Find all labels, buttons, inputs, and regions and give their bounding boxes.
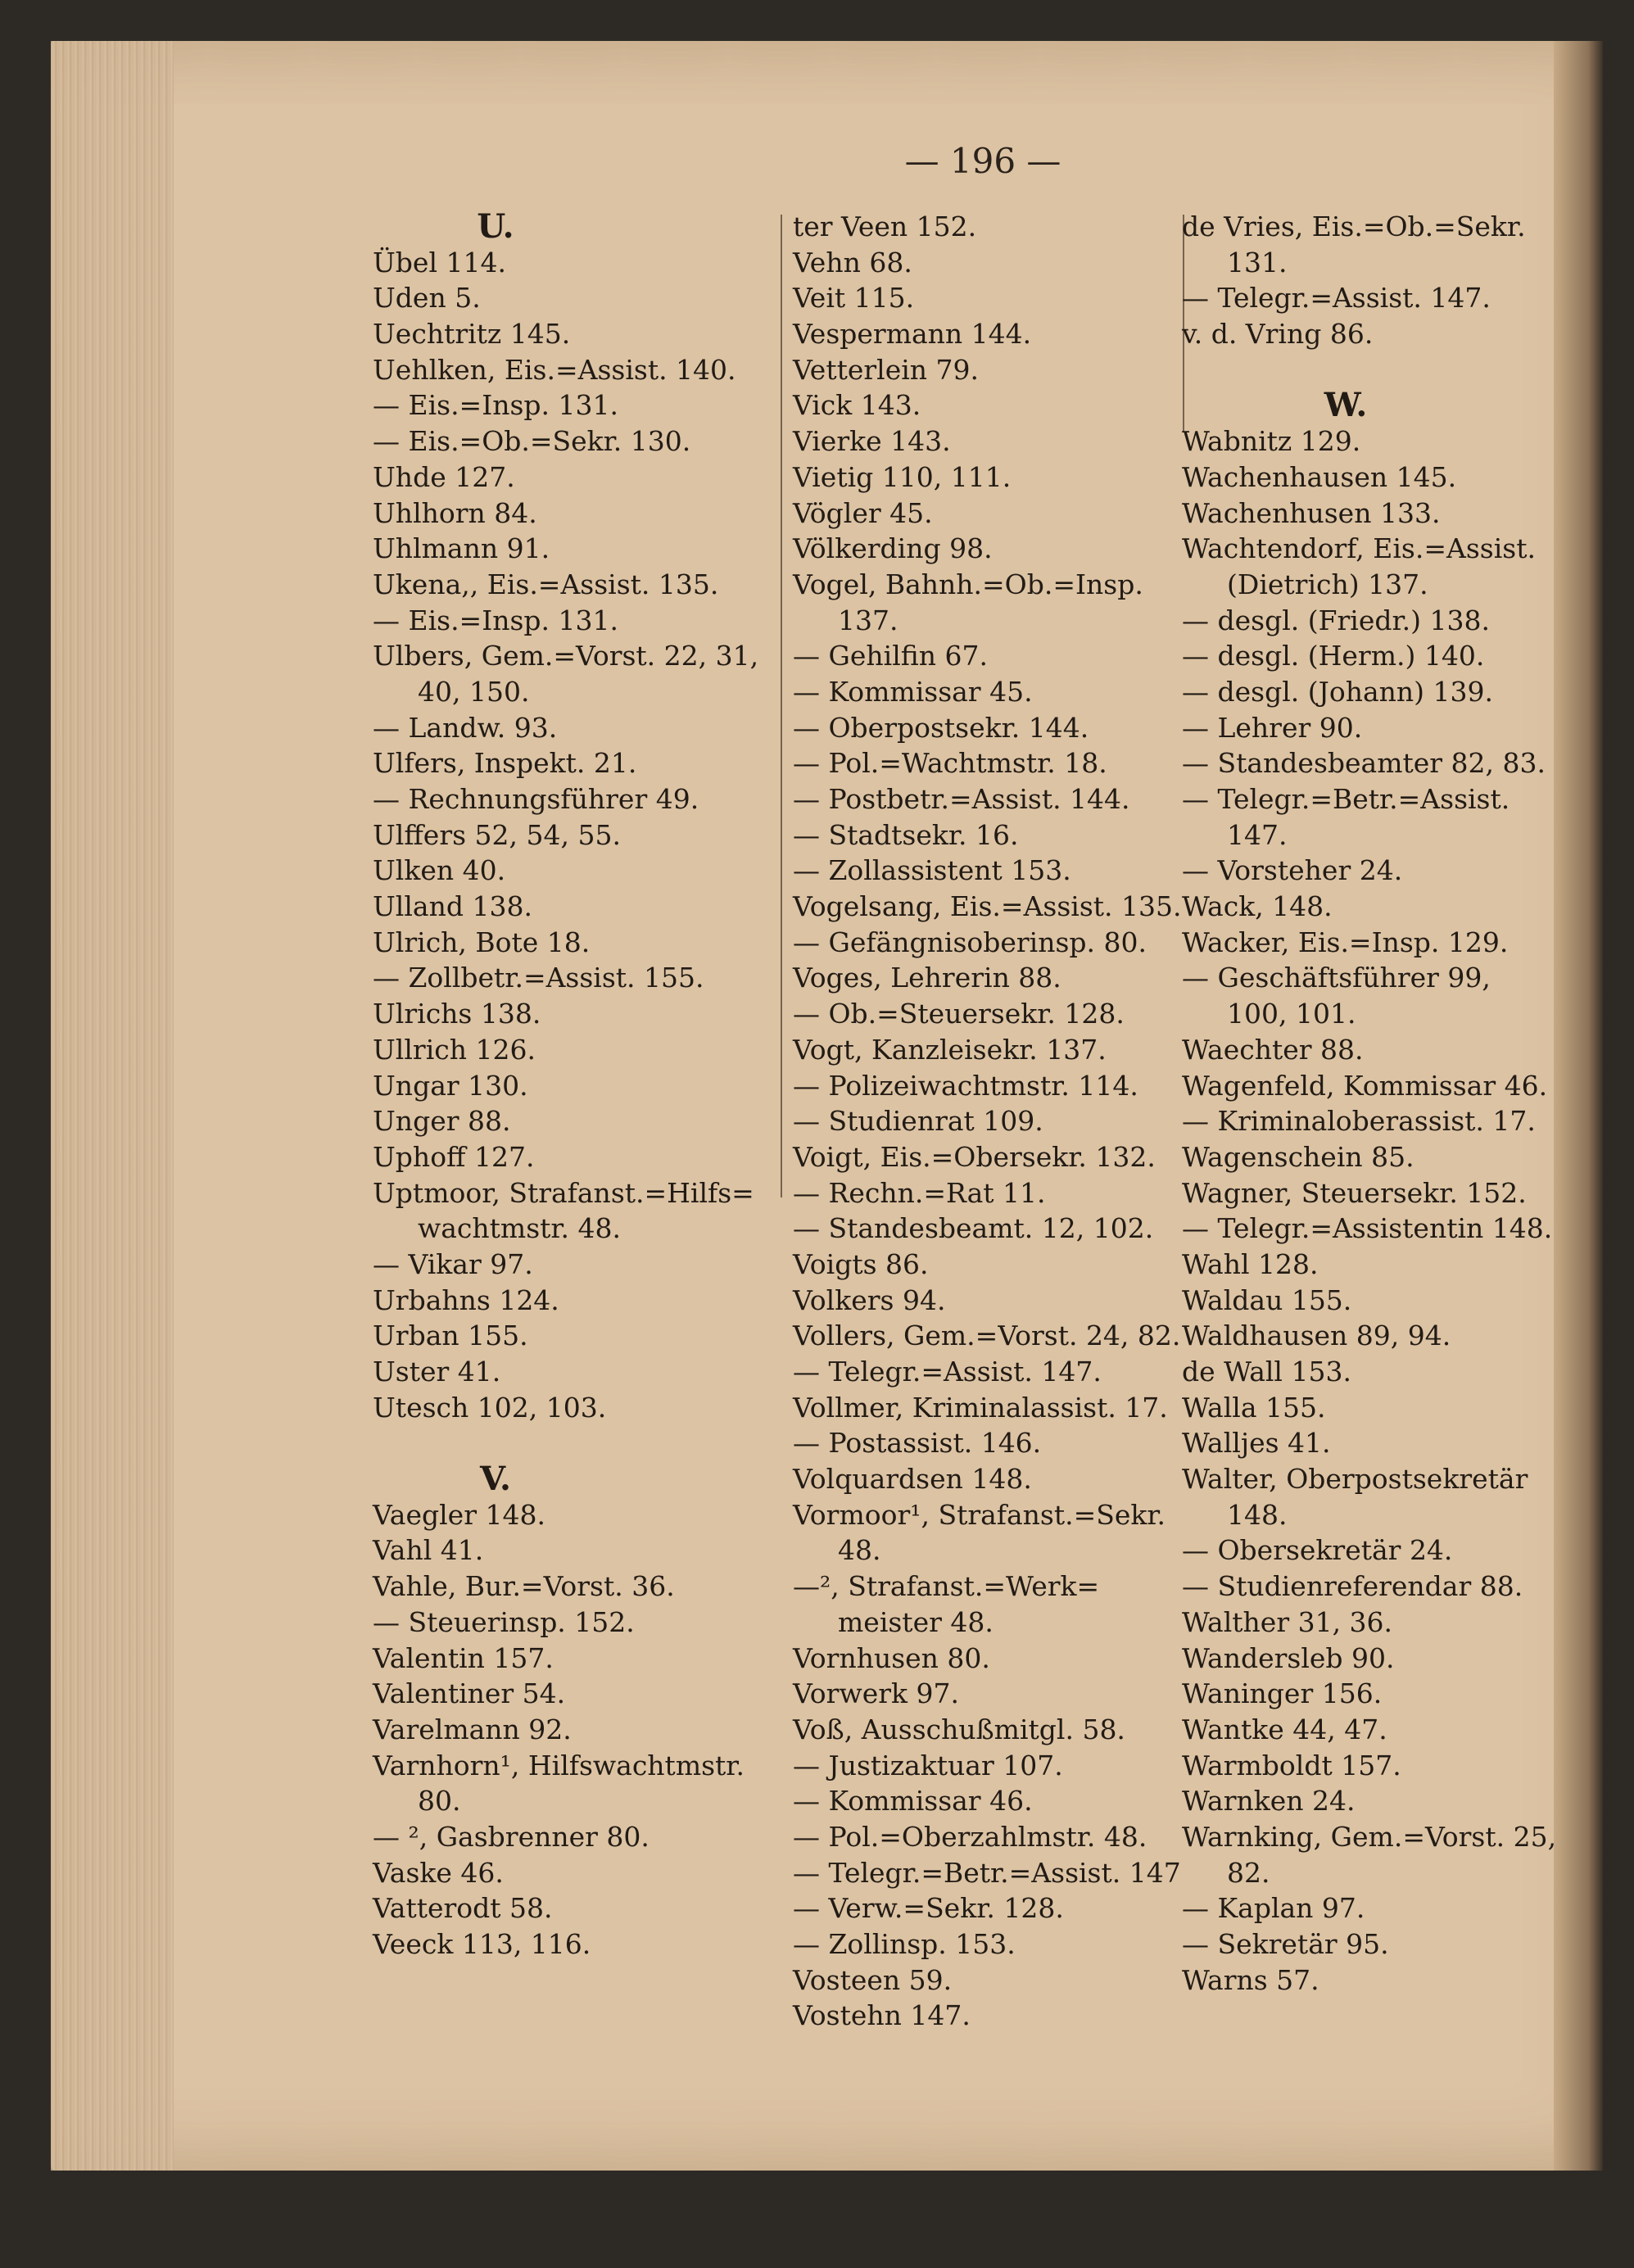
index-entry: — Zollbetr.=Assist. 155. [373, 962, 704, 994]
index-entry: — Rechn.=Rat 11. [793, 1176, 1046, 1209]
index-entry-continuation: 40, 150. [418, 675, 530, 708]
section-heading: V. [480, 1460, 511, 1499]
index-entry: — Pol.=Oberzahlmstr. 48. [793, 1820, 1147, 1853]
index-entry: — Verw.=Sekr. 128. [793, 1892, 1064, 1925]
index-entry: — Geschäftsführer 99, [1182, 962, 1491, 994]
section-spacer [373, 1425, 790, 1461]
index-entry: Voß, Ausschußmitgl. 58. [793, 1713, 1125, 1745]
index-entry: Uhlmann 91. [373, 532, 550, 565]
index-entry: Waldau 155. [1182, 1283, 1352, 1316]
index-entry: Vietig 110, 111. [793, 460, 1012, 493]
index-entry: Warnken 24. [1182, 1785, 1356, 1818]
index-entry: — Telegr.=Betr.=Assist. [1182, 783, 1510, 815]
index-entry: — Kommissar 46. [793, 1785, 1033, 1818]
index-entry: Voigts 86. [793, 1247, 929, 1280]
index-entry-continuation: 80. [418, 1785, 461, 1818]
index-entry: Ullrich 126. [373, 1033, 536, 1066]
index-entry: Warns 57. [1182, 1963, 1319, 1996]
index-entry: Walljes 41. [1182, 1427, 1331, 1460]
index-entry: Walter, Oberpostsekretär [1182, 1463, 1528, 1496]
index-entry-continuation: meister 48. [838, 1605, 994, 1638]
index-entry: Voges, Lehrerin 88. [793, 962, 1061, 994]
index-column-1 [373, 209, 790, 1962]
index-entry: — Studienreferendar 88. [1182, 1570, 1523, 1603]
index-entry: Valentin 157. [373, 1641, 554, 1674]
index-entry: — Vorsteher 24. [1182, 854, 1403, 887]
index-entry-continuation: 147. [1227, 818, 1288, 851]
index-entry: Wacker, Eis.=Insp. 129. [1182, 926, 1509, 958]
index-entry: Ulffers 52, 54, 55. [373, 818, 621, 851]
index-entry: Vierke 143. [793, 425, 951, 458]
page-number: — 196 — [904, 141, 1061, 181]
index-entry: Vahle, Bur.=Vorst. 36. [373, 1570, 675, 1603]
index-entry: — Telegr.=Betr.=Assist. 147 [793, 1856, 1181, 1889]
index-entry-continuation: 48. [838, 1534, 881, 1567]
index-entry: — Kommissar 45. [793, 675, 1033, 708]
index-entry: Ungar 130. [373, 1069, 528, 1102]
index-entry: Vatterodt 58. [373, 1892, 553, 1925]
index-entry: Vollmer, Kriminalassist. 17. [793, 1391, 1168, 1424]
index-entry: Walla 155. [1182, 1391, 1326, 1424]
index-entry: Wachtendorf, Eis.=Assist. [1182, 532, 1536, 565]
index-entry: Vormoor¹, Strafanst.=Sekr. [793, 1498, 1166, 1531]
index-entry: Veeck 113, 116. [373, 1928, 591, 1960]
index-entry: — Zollassistent 153. [793, 854, 1071, 887]
index-entry: — Zollinsp. 153. [793, 1928, 1016, 1960]
section-spacer [1182, 352, 1591, 388]
index-entry: de Vries, Eis.=Ob.=Sekr. [1182, 211, 1526, 242]
index-entry: Walther 31, 36. [1182, 1605, 1393, 1638]
index-entry: Waldhausen 89, 94. [1182, 1320, 1451, 1352]
index-entry: Varelmann 92. [373, 1713, 572, 1745]
index-entry: Vaegler 148. [373, 1498, 545, 1531]
index-entry: — Telegr.=Assistentin 148. [1182, 1212, 1553, 1245]
index-entry-continuation: 131. [1227, 246, 1288, 278]
index-entry: Uphoff 127. [373, 1140, 535, 1173]
index-entry: Wagner, Steuersekr. 152. [1182, 1176, 1527, 1209]
index-entry: Wachenhusen 133. [1182, 496, 1441, 529]
index-entry: Uhde 127. [373, 460, 515, 493]
index-entry: — Rechnungsführer 49. [373, 783, 699, 815]
index-entry: Vosteen 59. [793, 1963, 953, 1996]
index-entry: Warnking, Gem.=Vorst. 25, [1182, 1820, 1557, 1853]
index-entry: Wagenschein 85. [1182, 1140, 1414, 1173]
index-entry: Vaske 46. [373, 1856, 504, 1889]
index-entry: — desgl. (Johann) 139. [1182, 675, 1493, 708]
index-entry-continuation: 82. [1227, 1856, 1270, 1889]
index-entry: Uster 41. [373, 1356, 501, 1388]
index-entry: Vogelsang, Eis.=Assist. 135. [793, 890, 1182, 923]
index-entry: — Postassist. 146. [793, 1427, 1042, 1460]
index-column-3 [1182, 209, 1591, 1998]
index-entry: de Wall 153. [1182, 1356, 1351, 1388]
index-entry: — Landw. 93. [373, 711, 558, 744]
index-entry: — Justizaktuar 107. [793, 1749, 1063, 1781]
index-entry: Uhlhorn 84. [373, 496, 537, 529]
index-entry: Übel 114. [373, 246, 506, 278]
index-entry: Vornhusen 80. [793, 1641, 990, 1674]
index-entry: Uden 5. [373, 282, 481, 315]
section-heading: W. [1324, 386, 1368, 425]
index-entry: Vögler 45. [793, 496, 933, 529]
index-entry: Ulfers, Inspekt. 21. [373, 747, 637, 780]
index-entry: Wack, 148. [1182, 890, 1333, 923]
index-entry: — Gehilfin 67. [793, 640, 988, 672]
index-entry: — Eis.=Insp. 131. [373, 604, 619, 636]
index-entry: — Sekretär 95. [1182, 1928, 1389, 1960]
index-entry: Vahl 41. [373, 1534, 484, 1567]
index-entry: Vick 143. [793, 389, 921, 422]
index-entry: — Steuerinsp. 152. [373, 1605, 635, 1638]
index-entry-continuation: (Dietrich) 137. [1227, 568, 1428, 600]
index-entry: Volquardsen 148. [793, 1463, 1032, 1496]
index-entry: Vespermann 144. [793, 318, 1032, 351]
index-entry-continuation: 100, 101. [1227, 998, 1356, 1030]
index-entry: — Polizeiwachtmstr. 114. [793, 1069, 1138, 1102]
index-entry: Urbahns 124. [373, 1283, 559, 1316]
index-entry: Urban 155. [373, 1320, 528, 1352]
index-entry: ter Veen 152. [793, 211, 977, 242]
index-entry: — Studienrat 109. [793, 1105, 1043, 1138]
index-entry: Ulken 40. [373, 854, 506, 887]
index-entry: Uptmoor, Strafanst.=Hilfs= [373, 1176, 754, 1209]
index-entry: — Ob.=Steuersekr. 128. [793, 998, 1125, 1030]
index-entry: — Postbetr.=Assist. 144. [793, 783, 1130, 815]
index-entry: Waechter 88. [1182, 1033, 1364, 1066]
index-entry: — desgl. (Herm.) 140. [1182, 640, 1485, 672]
index-entry: Wandersleb 90. [1182, 1641, 1395, 1674]
index-entry: — Pol.=Wachtmstr. 18. [793, 747, 1107, 780]
index-entry: Ulrichs 138. [373, 998, 541, 1030]
index-entry: — ², Gasbrenner 80. [373, 1820, 650, 1853]
index-entry: Wahl 128. [1182, 1247, 1319, 1280]
index-entry: Wachenhausen 145. [1182, 460, 1457, 493]
index-entry: Wabnitz 129. [1182, 425, 1361, 458]
section-heading: U. [477, 207, 514, 246]
index-entry: —², Strafanst.=Werk= [793, 1570, 1100, 1603]
index-entry: — Oberpostsekr. 144. [793, 711, 1089, 744]
index-entry: Vollers, Gem.=Vorst. 24, 82. [793, 1320, 1181, 1352]
index-entry: — Telegr.=Assist. 147. [793, 1356, 1102, 1388]
index-entry: — Eis.=Ob.=Sekr. 130. [373, 425, 691, 458]
index-entry: — Lehrer 90. [1182, 711, 1363, 744]
index-entry: — Telegr.=Assist. 147. [1182, 282, 1491, 315]
index-entry: Vetterlein 79. [793, 353, 980, 386]
index-entry-continuation: 148. [1227, 1498, 1288, 1531]
index-entry-continuation: 137. [838, 604, 898, 636]
index-entry: — Standesbeamter 82, 83. [1182, 747, 1546, 780]
index-entry: Volkers 94. [793, 1283, 946, 1316]
index-entry: Valentiner 54. [373, 1677, 566, 1710]
index-entry: — Obersekretär 24. [1182, 1534, 1453, 1567]
index-entry: — Kaplan 97. [1182, 1892, 1365, 1925]
index-entry: Voigt, Eis.=Obersekr. 132. [793, 1140, 1156, 1173]
index-entry: Ulrich, Bote 18. [373, 926, 591, 958]
index-column-2 [793, 209, 1182, 2034]
index-entry: Wantke 44, 47. [1182, 1713, 1387, 1745]
index-entry: — Eis.=Insp. 131. [373, 389, 619, 422]
index-entry: Wagenfeld, Kommissar 46. [1182, 1069, 1548, 1102]
index-entry: Uehlken, Eis.=Assist. 140. [373, 353, 736, 386]
index-entry: Varnhorn¹, Hilfswachtmstr. [373, 1749, 745, 1781]
index-entry: Vostehn 147. [793, 1999, 971, 2032]
index-entry: Ulbers, Gem.=Vorst. 22, 31, [373, 640, 759, 672]
index-entry: Vogt, Kanzleisekr. 137. [793, 1033, 1107, 1066]
page-stack-edge [51, 41, 174, 2171]
index-entry: Waninger 156. [1182, 1677, 1383, 1710]
index-entry: — Standesbeamt. 12, 102. [793, 1212, 1154, 1245]
index-entry-continuation: wachtmstr. 48. [418, 1212, 622, 1245]
index-entry: Vehn 68. [793, 246, 912, 278]
index-entry: Vorwerk 97. [793, 1677, 959, 1710]
index-entry: — desgl. (Friedr.) 138. [1182, 604, 1490, 636]
index-entry: Ukena,, Eis.=Assist. 135. [373, 568, 719, 600]
index-entry: — Vikar 97. [373, 1247, 533, 1280]
index-entry: v. d. Vring 86. [1182, 318, 1374, 351]
index-entry: Vogel, Bahnh.=Ob.=Insp. [793, 568, 1143, 600]
index-entry: — Gefängnisoberinsp. 80. [793, 926, 1147, 958]
index-entry: Ulland 138. [373, 890, 532, 923]
index-entry: Veit 115. [793, 282, 915, 315]
index-entry: Utesch 102, 103. [373, 1391, 607, 1424]
index-entry: Völkerding 98. [793, 532, 993, 565]
index-entry: Unger 88. [373, 1105, 511, 1138]
index-entry: — Stadtsekr. 16. [793, 818, 1019, 851]
index-entry: Warmboldt 157. [1182, 1749, 1401, 1781]
index-entry: — Kriminaloberassist. 17. [1182, 1105, 1536, 1138]
index-entry: Uechtritz 145. [373, 318, 571, 351]
